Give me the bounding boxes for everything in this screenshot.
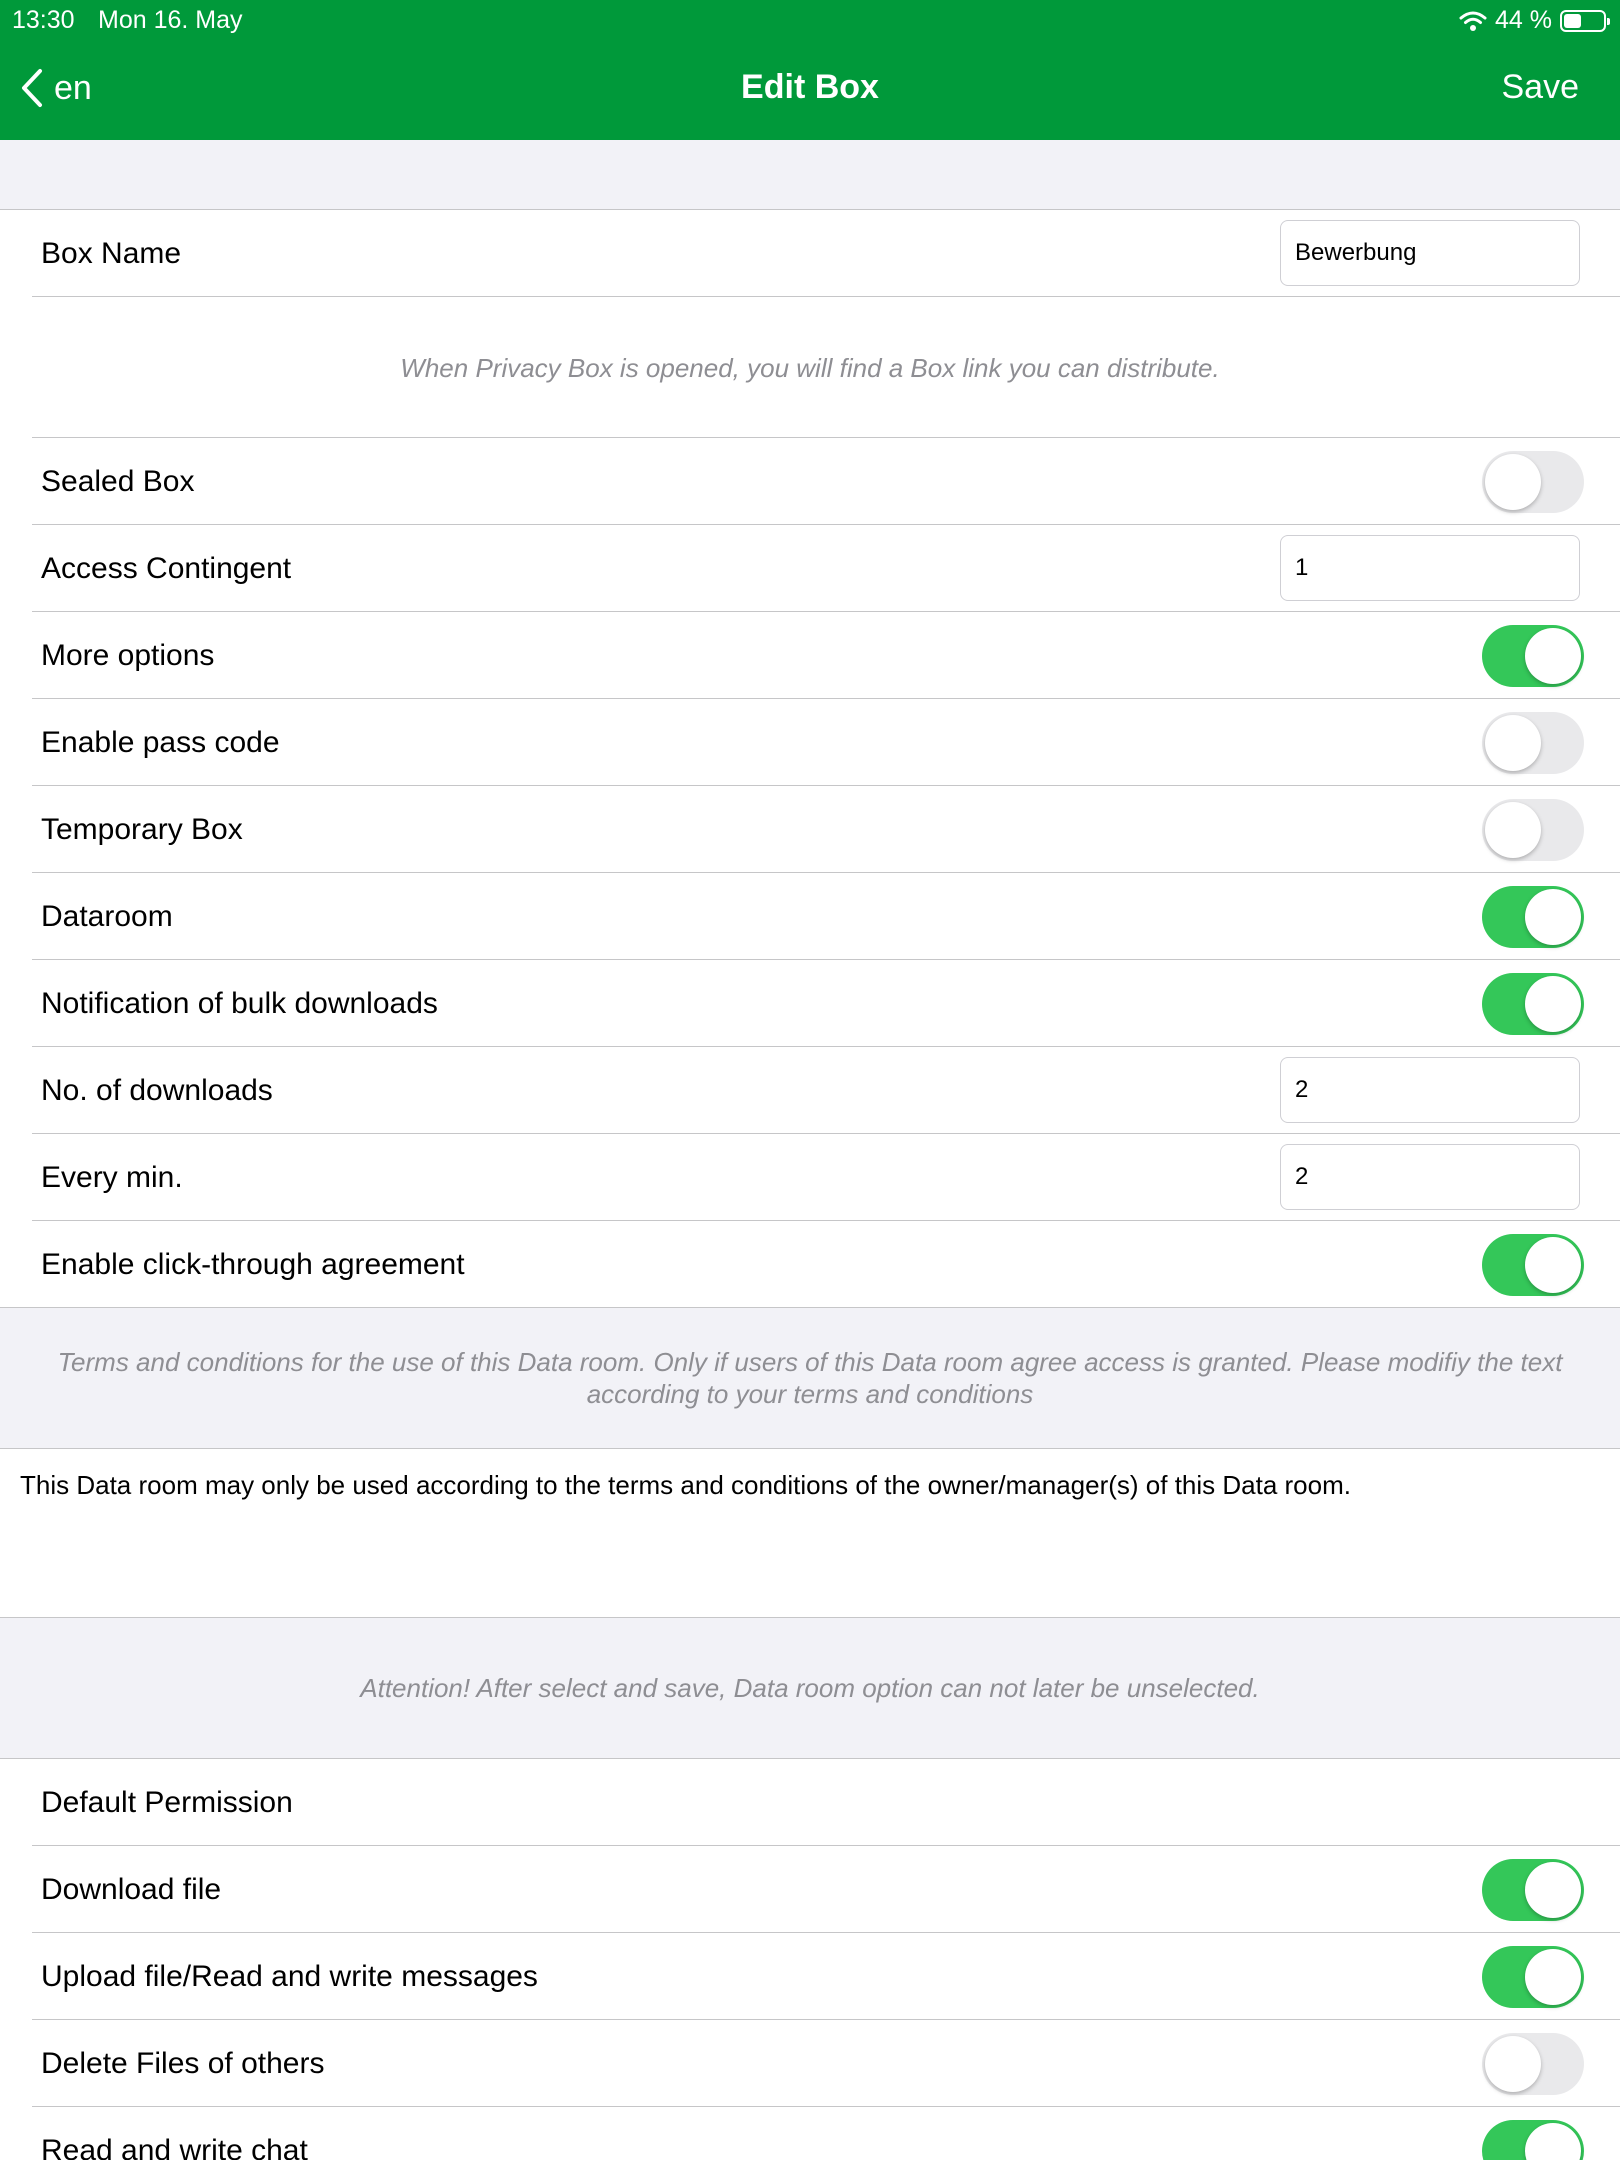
box-name-input[interactable] (1280, 220, 1580, 286)
click-through-label: Enable click-through agreement (41, 1248, 465, 1281)
divider (0, 1448, 1620, 1449)
temporary-box-row (0, 786, 1620, 873)
temporary-box-label: Temporary Box (41, 813, 243, 846)
sealed-box-row (0, 438, 1620, 525)
download-file-label: Download file (41, 1873, 222, 1906)
top-spacer (0, 140, 1620, 210)
nav-bar (0, 40, 1620, 140)
upload-file-toggle[interactable] (1482, 1946, 1584, 2008)
no-downloads-input[interactable] (1280, 1057, 1580, 1123)
bulk-downloads-toggle[interactable] (1482, 973, 1584, 1035)
dataroom-label: Dataroom (41, 900, 173, 933)
temporary-box-toggle[interactable] (1482, 799, 1584, 861)
more-options-row (0, 612, 1620, 699)
battery-icon (1560, 10, 1606, 32)
access-contingent-row (0, 525, 1620, 612)
battery-percent: 44 % (1495, 6, 1552, 34)
save-button[interactable]: Save (1501, 68, 1579, 106)
terms-textarea[interactable]: This Data room may only be used according to the terms and conditions of the owner/manager(s) of this Data room. (20, 1470, 1351, 1500)
no-downloads-row (0, 1047, 1620, 1134)
dataroom-row (0, 873, 1620, 960)
page-title: Edit Box (741, 68, 879, 106)
access-contingent-label: Access Contingent (41, 552, 292, 585)
download-file-row (0, 1846, 1620, 1933)
delete-files-toggle[interactable] (1482, 2033, 1584, 2095)
bulk-downloads-row (0, 960, 1620, 1047)
box-name-row (0, 210, 1620, 297)
sealed-box-toggle[interactable] (1482, 451, 1584, 513)
delete-files-row (0, 2020, 1620, 2107)
pass-code-toggle[interactable] (1482, 712, 1584, 774)
status-bar (0, 0, 1620, 40)
every-min-row (0, 1134, 1620, 1221)
status-time: 13:30 (12, 6, 75, 34)
more-options-toggle[interactable] (1482, 625, 1584, 687)
bulk-downloads-label: Notification of bulk downloads (41, 987, 438, 1020)
box-name-label: Box Name (41, 237, 182, 270)
access-contingent-input[interactable] (1280, 535, 1580, 601)
every-min-label: Every min. (41, 1161, 183, 1194)
no-downloads-label: No. of downloads (41, 1074, 273, 1107)
privacy-note: When Privacy Box is opened, you will find a Box link you can distribute. (400, 353, 1220, 383)
upload-file-row (0, 1933, 1620, 2020)
read-write-chat-label: Read and write chat (41, 2134, 308, 2160)
wifi-icon (1459, 10, 1487, 32)
terms-note: Terms and conditions for the use of this Data room. Only if users of this Data room agree access is granted. Please modifiy the text according to your terms and conditions (57, 1347, 1563, 1409)
click-through-toggle[interactable] (1482, 1234, 1584, 1296)
read-write-chat-row (0, 2107, 1620, 2160)
status-right (1459, 6, 1606, 35)
every-min-input[interactable] (1280, 1144, 1580, 1210)
click-through-row (0, 1221, 1620, 1308)
more-options-label: More options (41, 639, 215, 672)
upload-file-label: Upload file/Read and write messages (41, 1960, 538, 1993)
read-write-chat-toggle[interactable] (1482, 2120, 1584, 2160)
download-file-toggle[interactable] (1482, 1859, 1584, 1921)
attention-note: Attention! After select and save, Data room option can not later be unselected. (360, 1673, 1260, 1703)
pass-code-label: Enable pass code (41, 726, 280, 759)
delete-files-label: Delete Files of others (41, 2047, 325, 2080)
back-label: en (54, 68, 92, 107)
battery-fill (1564, 14, 1581, 28)
pass-code-row (0, 699, 1620, 786)
sealed-box-label: Sealed Box (41, 465, 195, 498)
default-permission-row (0, 1759, 1620, 1846)
status-date: Mon 16. May (98, 6, 243, 34)
default-permission-label: Default Permission (41, 1786, 293, 1819)
dataroom-toggle[interactable] (1482, 886, 1584, 948)
